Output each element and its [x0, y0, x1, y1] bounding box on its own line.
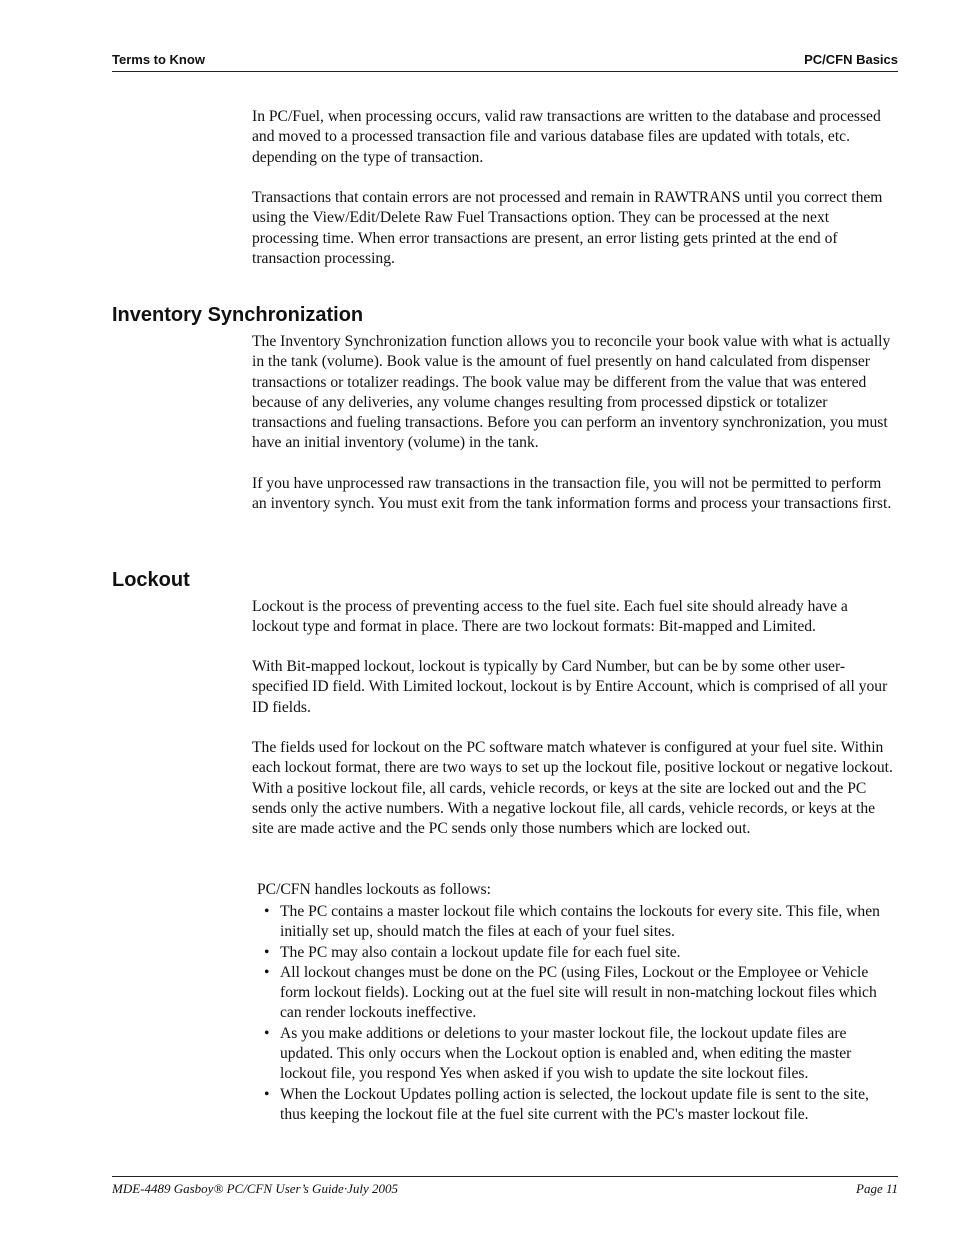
- intro-paragraph-1: In PC/Fuel, when processing occurs, valid raw transactions are written to the database and processed and moved to a processed transaction file and various database files are updated with totals, etc. depending on the type of transaction.: [252, 108, 881, 166]
- inventory-paragraph-2: If you have unprocessed raw transactions in the transaction file, you will not be permitted to perform an inventory synch. You must exit from the tank information forms and process your transactions first.: [252, 475, 892, 513]
- list-item-text: All lockout changes must be done on the PC (using Files, Lockout or the Employee or Vehicle form lockout fields). Locking out at the fuel site will result in non-matching lockout files which can render lockouts ineffective.: [280, 963, 877, 1022]
- lockout-list-intro: PC/CFN handles lockouts as follows:: [257, 881, 491, 898]
- bullet-icon: •: [264, 1085, 270, 1103]
- intro-paragraph-2: Transactions that contain errors are not processed and remain in RAWTRANS until you correct them using the View/Edit/Delete Raw Fuel Transactions option. They can be processed at the next processing time. When error transactions are present, an error listing gets printed at the end of transaction processing.: [252, 189, 883, 267]
- bullet-icon: •: [264, 903, 270, 920]
- bullet-icon: •: [264, 963, 270, 981]
- list-item-text: When the Lockout Updates polling action is selected, the lockout update file is sent to the site, thus keeping the lockout file at the fuel site current with the PC's master lockout file.: [280, 1085, 869, 1123]
- lockout-paragraph-1: Lockout is the process of preventing access to the fuel site. Each fuel site should already have a lockout type and format in place. There are two lockout formats: Bit-mapped and Limited.: [252, 598, 848, 636]
- list-item-text: The PC contains a master lockout file which contains the lockouts for every site. This file, when initially set up, should match the files at each of your fuel sites.: [280, 903, 880, 941]
- footer-divider: [112, 1176, 898, 1177]
- inventory-paragraph-1: The Inventory Synchronization function allows you to reconcile your book value with what is actually in the tank (volume). Book value is the amount of fuel presently on hand calculated from dispenser transactions or totalizer readings. The book value may be different from the value that was entered because of any deliveries, any volume changes resulting from processed dipstick or totalizer transactions and fueling transactions. Before you can perform an inventory synchronization, you must have an initial inventory (volume) in the tank.: [252, 333, 891, 452]
- list-item: [264, 943, 898, 963]
- list-item: [264, 1024, 898, 1085]
- footer-document-title: MDE-4489 Gasboy® PC/CFN User’s Guide·July 2005: [112, 1181, 398, 1196]
- header-section-title: Terms to Know: [112, 52, 205, 67]
- bullet-icon: •: [264, 1024, 270, 1042]
- inventory-heading: Inventory Synchronization: [112, 304, 364, 326]
- list-item: [264, 1085, 898, 1126]
- list-item-text: As you make additions or deletions to your master lockout file, the lockout update files are updated. This only occurs when the Lockout option is enabled and, when editing the master lockout file, you respond Yes when asked if you wish to update the site lockout files.: [280, 1024, 852, 1083]
- header-chapter-title: PC/CFN Basics: [804, 52, 898, 67]
- footer-page-number: Page 11: [856, 1181, 898, 1196]
- list-item-text: The PC may also contain a lockout update file for each fuel site.: [280, 943, 681, 961]
- header-divider: [112, 71, 898, 72]
- bullet-icon: •: [264, 943, 270, 961]
- lockout-heading: Lockout: [112, 569, 190, 591]
- lockout-paragraph-2: With Bit-mapped lockout, lockout is typically by Card Number, but can be by some other user-specified ID field. With Limited lockout, lockout is by Entire Account, which is comprised of all your ID fields.: [252, 658, 888, 716]
- list-item: [264, 963, 898, 1024]
- list-item: [264, 902, 898, 943]
- lockout-paragraph-3: The fields used for lockout on the PC software match whatever is configured at your fuel site. Within each lockout format, there are two ways to set up the lockout file, positive lockout or negative lockout. With a positive lockout file, all cards, vehicle records, or keys at the site are locked out and the PC sends only the active numbers. With a negative lockout file, all cards, vehicle records, or keys at the site are made active and the PC sends only those numbers which are locked out.: [252, 739, 893, 838]
- lockout-bullet-list: [264, 902, 898, 1125]
